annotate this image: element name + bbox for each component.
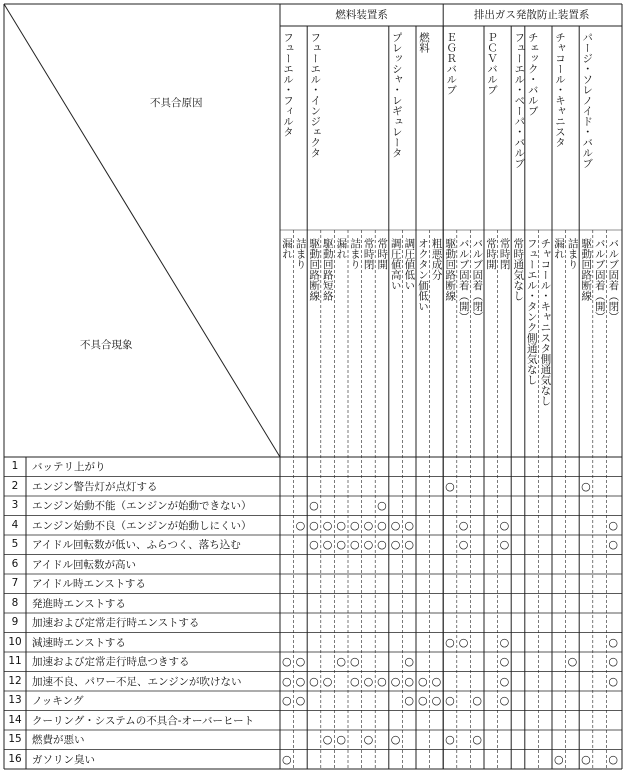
component-label: プレッシャ・レギュレータ [390,32,403,158]
mark-circle: ○ [458,538,469,551]
mark-circle: ○ [445,694,455,707]
cause-label: バルブ固着（開） [457,238,470,322]
mark-circle: ○ [567,655,578,668]
row-symptom: アイドル回転数が高い [32,558,137,571]
mark-circle: ○ [404,674,414,688]
row-number: 8 [11,596,19,609]
mark-circle: ○ [363,733,374,746]
mark-circle: ○ [309,499,319,512]
mark-circle: ○ [458,635,469,649]
component-label: チャコール・キャニスタ [554,32,566,148]
mark-circle: ○ [499,694,510,707]
mark-circle: ○ [322,733,333,746]
mark-circle: ○ [336,733,346,746]
mark-circle: ○ [322,518,333,532]
mark-circle: ○ [336,655,346,668]
mark-circle: ○ [363,674,374,688]
mark-circle: ○ [431,694,442,707]
mark-circle: ○ [336,518,346,532]
row-number: 5 [11,538,19,550]
cause-label: 調圧値高い [389,238,402,291]
component-label: ＥＧＲバルブ [445,32,458,95]
row-number: 14 [8,713,22,726]
mark-circle: ○ [417,694,428,707]
mark-circle: ○ [281,752,292,766]
row-symptom: バッテリ上がり [32,461,106,473]
mark-circle: ○ [363,538,374,551]
row-symptom: エンジン始動不良（エンジンが始動しにくい） [32,519,252,532]
cause-label: 詰まり [349,238,361,270]
row-number: 16 [8,752,22,765]
mark-circle: ○ [349,538,360,551]
cause-label: バルブ固着（閉） [471,238,484,322]
component-label: ＰＣＶバルブ [486,32,498,95]
cause-label: 常時閉 [362,238,375,270]
row-number: 12 [8,674,22,687]
cause-label: 駆動回路断線 [308,238,321,301]
row-symptom: 燃費が悪い [32,734,85,746]
mark-circle: ○ [608,752,618,766]
component-label: チェック・バルブ [526,32,539,116]
mark-circle: ○ [404,655,414,668]
component-label: フューエル・ベーパ・バルブ [513,32,526,169]
mark-circle: ○ [499,518,510,532]
row-symptom: 加速および定常走行時エンストする [32,617,200,629]
mark-circle: ○ [431,674,442,688]
mark-circle: ○ [445,479,455,493]
row-symptom: 加速不良、パワー不足、エンジンが吹けない [32,675,242,688]
component-label: パージ・ソレノイド・バルブ [581,32,594,169]
cause-label: 詰まり [294,238,307,270]
mark-circle: ○ [499,674,510,688]
mark-circle: ○ [377,499,387,512]
cause-label: 常時開 [376,238,389,270]
component-label: フューエル・インジェクタ [309,32,322,158]
mark-circle: ○ [404,518,414,532]
mark-circle: ○ [499,655,510,668]
component-label: フューエル・フィルタ [282,32,294,137]
mark-circle: ○ [377,674,387,688]
cause-label: 粗悪成分 [430,238,443,280]
cause-label: 漏れ [553,238,565,259]
corner-diagonal [4,4,280,457]
cause-label: 調圧値低い [403,238,416,291]
mark-circle: ○ [472,733,482,746]
cause-label: 駆動回路短絡 [321,238,334,301]
mark-circle: ○ [377,538,387,551]
mark-circle: ○ [349,674,360,688]
mark-circle: ○ [336,538,346,551]
row-symptom: ノッキング [32,695,84,707]
mark-circle: ○ [608,635,618,649]
row-number: 2 [11,479,19,492]
row-number: 6 [11,557,19,570]
mark-circle: ○ [472,694,482,707]
component-label: 燃料 [418,32,430,53]
mark-circle: ○ [349,655,360,668]
row-symptom: 加速および定常走行時息つきする [32,656,190,668]
row-number: 1 [11,460,19,472]
row-symptom: エンジン警告灯が点灯する [32,480,158,493]
mark-circle: ○ [390,518,401,532]
mark-circle: ○ [349,518,360,532]
mark-circle: ○ [499,538,510,551]
mark-circle: ○ [608,674,618,688]
cause-label: 常時閉 [498,238,511,270]
mark-circle: ○ [309,538,319,551]
mark-circle: ○ [581,752,591,766]
row-symptom: ガソリン臭い [32,753,95,766]
row-number: 15 [8,733,22,745]
row-number: 4 [11,518,19,531]
row-symptom: エンジン始動不能（エンジンが始動できない） [32,500,252,512]
mark-circle: ○ [295,655,306,668]
mark-circle: ○ [404,538,414,551]
cause-corner-label: 不具合原因 [150,97,203,109]
row-symptom: アイドル時エンストする [32,578,146,590]
mark-circle: ○ [445,733,455,746]
row-number: 7 [11,577,19,589]
mark-circle: ○ [553,752,564,766]
row-symptom: 減速時エンストする [32,636,126,649]
mark-circle: ○ [363,518,374,532]
row-number: 10 [8,635,22,648]
cause-label: チャコール・キャニスタ側通気なし [539,238,552,406]
mark-circle: ○ [417,674,428,688]
cause-label: バルブ固着（開） [593,238,606,322]
mark-circle: ○ [377,518,387,532]
cause-label: オクタン価低い [417,238,429,312]
row-number: 11 [8,655,22,667]
row-symptom: アイドル回転数が低い、ふらつく、落ち込む [32,539,241,551]
phenomenon-corner-label: 不具合現象 [80,339,133,351]
mark-circle: ○ [608,518,618,532]
mark-circle: ○ [390,674,401,688]
mark-circle: ○ [608,655,618,668]
row-symptom: クーリング・システムの不具合-オーバーヒート [32,714,255,727]
row-symptom: 発進時エンストする [32,597,126,610]
cause-label: 常時開 [485,238,497,270]
mark-circle: ○ [608,538,618,551]
row-number: 13 [8,694,22,706]
row-number: 3 [11,499,19,511]
mark-circle: ○ [445,635,455,649]
mark-circle: ○ [390,733,401,746]
mark-circle: ○ [295,674,306,688]
group-label: 燃料装置系 [335,9,388,21]
mark-circle: ○ [404,694,414,707]
mark-circle: ○ [390,538,401,551]
cause-label: 駆動回路断線 [444,238,457,301]
cause-label: 駆動回路断線 [580,238,593,301]
cause-label: 漏れ [335,238,348,259]
cause-label: 詰まり [566,238,579,270]
mark-circle: ○ [295,694,306,707]
mark-circle: ○ [281,674,292,688]
mark-circle: ○ [499,635,510,649]
mark-circle: ○ [322,674,333,688]
cause-label: フューエル・タンク側通気なし [525,238,538,385]
mark-circle: ○ [458,518,469,532]
mark-circle: ○ [309,518,319,532]
mark-circle: ○ [295,518,306,532]
cause-label: 漏れ [281,238,293,259]
mark-circle: ○ [581,479,591,493]
cause-label: 常時通気なし [512,238,525,301]
mark-circle: ○ [322,538,333,551]
mark-circle: ○ [309,674,319,688]
row-number: 9 [11,616,19,628]
group-label: 排出ガス発散防止装置系 [473,9,590,21]
mark-circle: ○ [281,694,292,707]
mark-circle: ○ [281,655,292,668]
cause-label: バルブ固着（閉） [607,238,620,322]
